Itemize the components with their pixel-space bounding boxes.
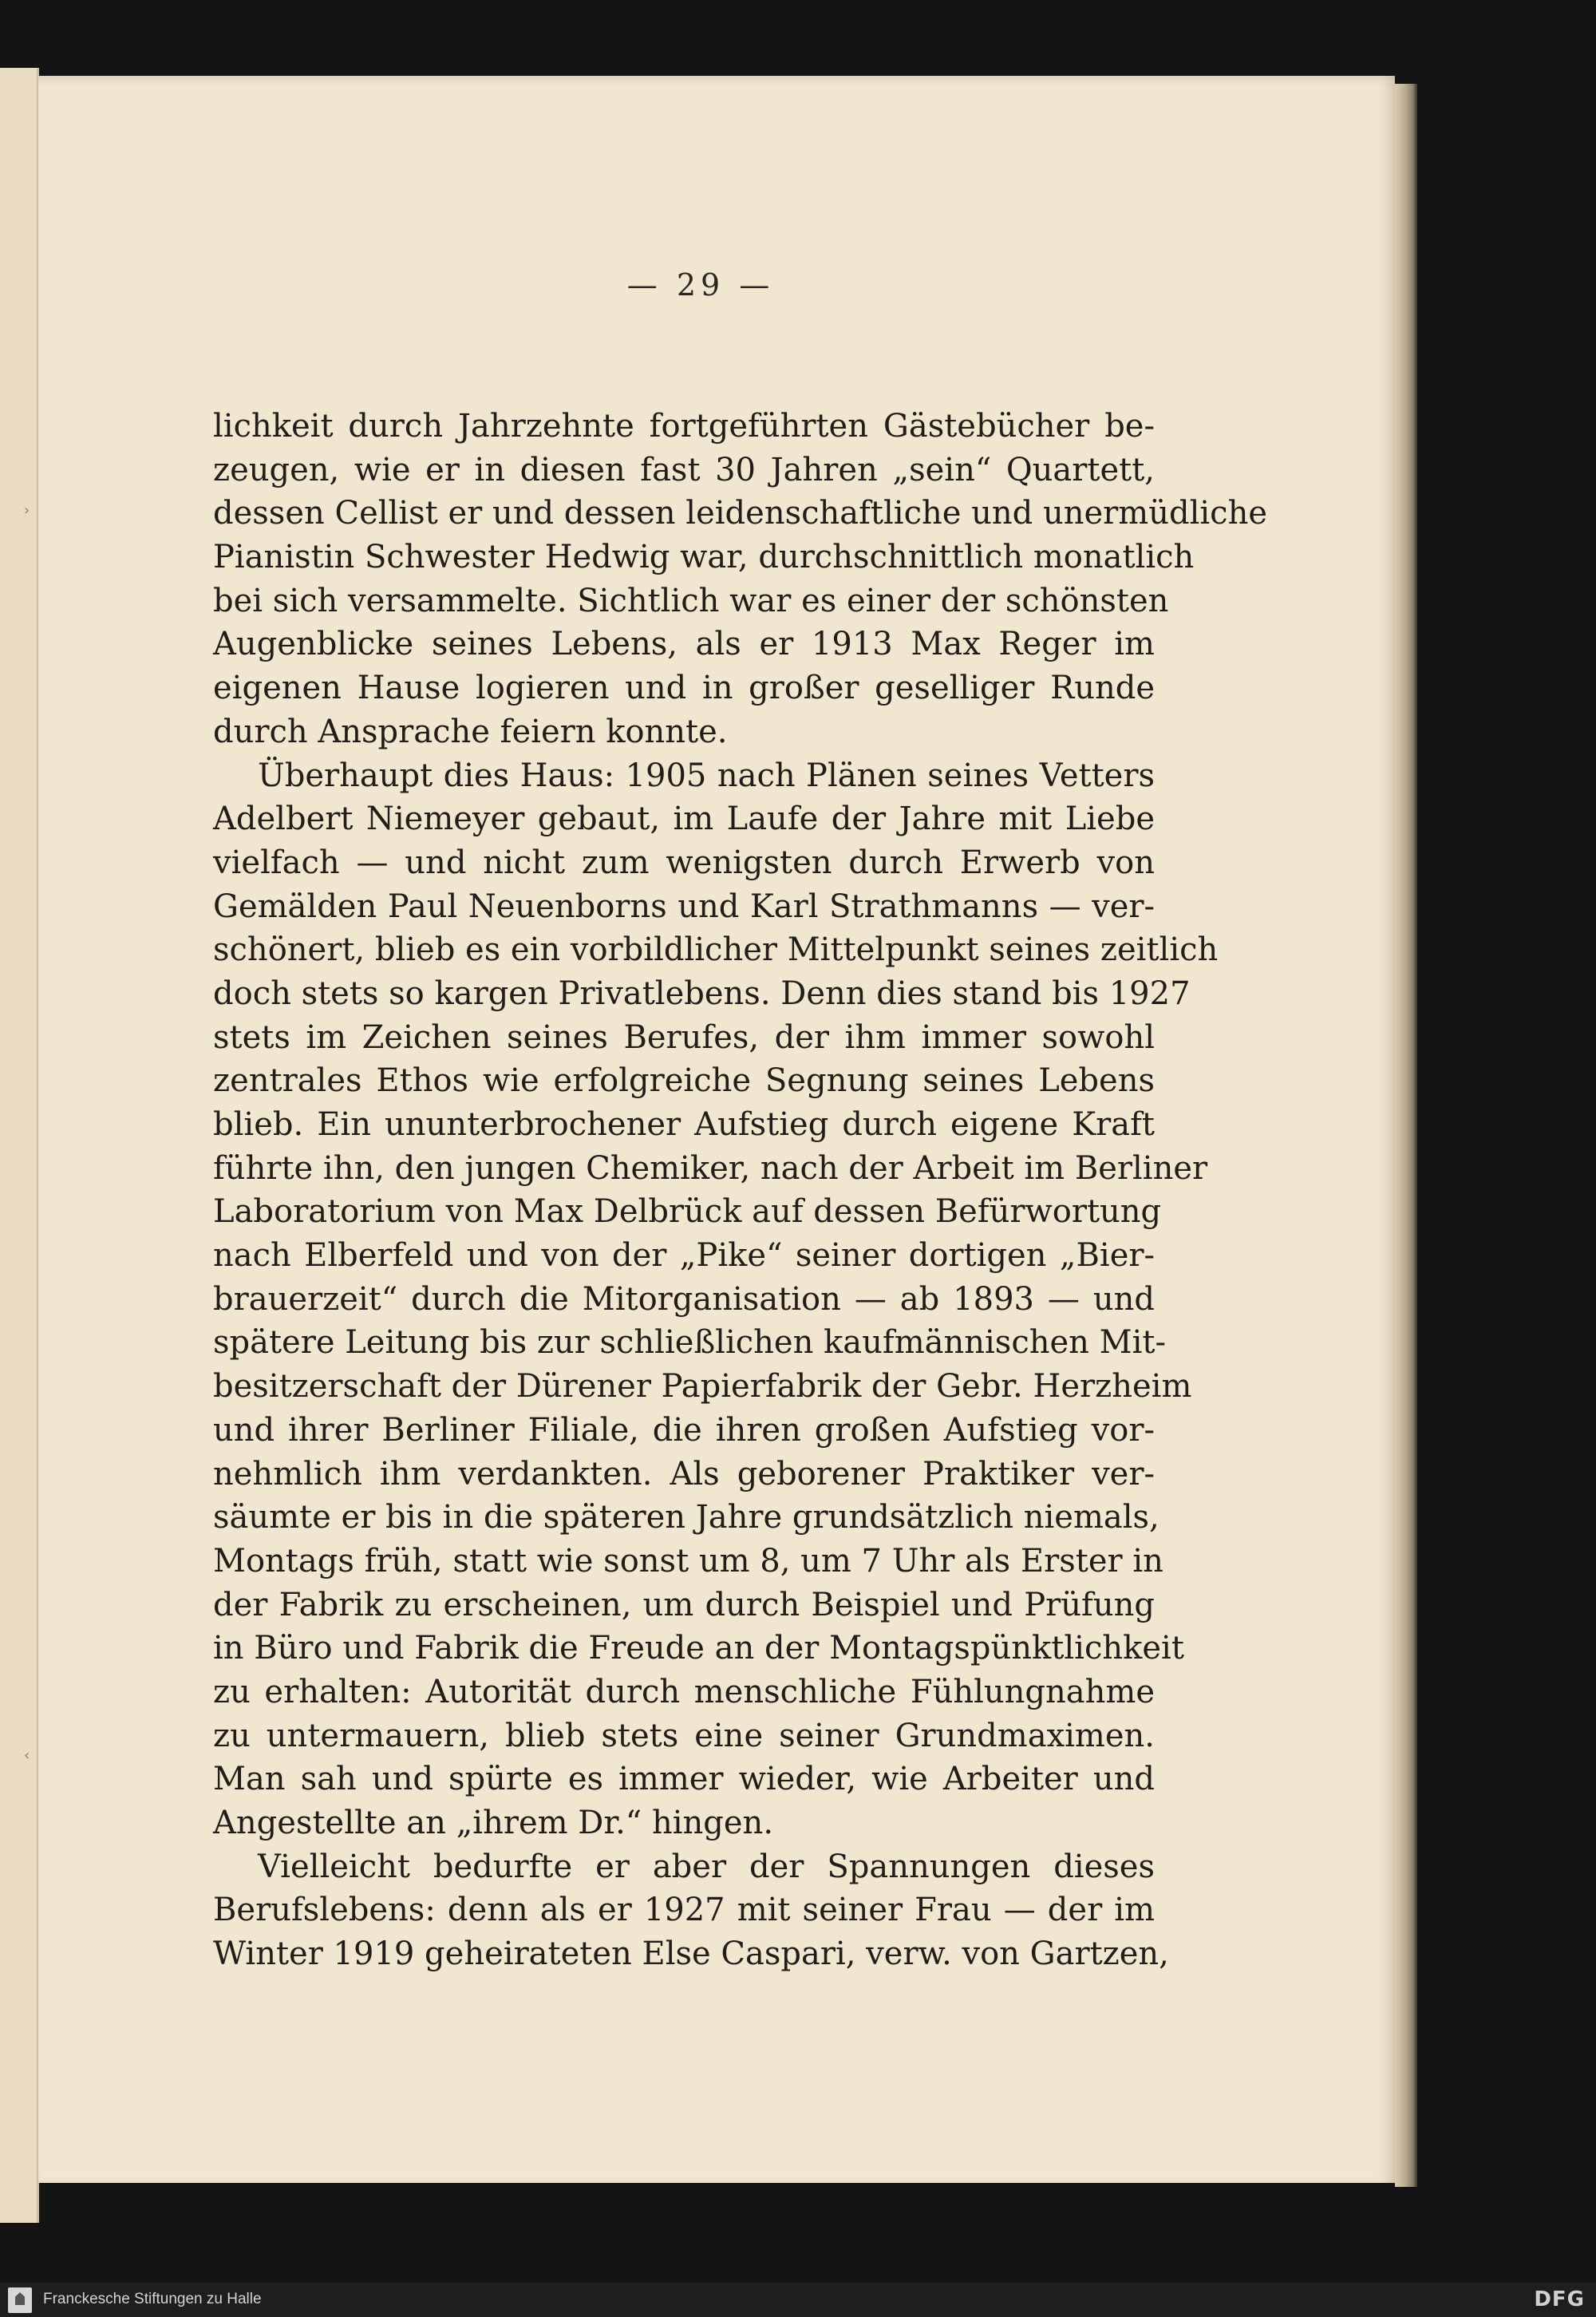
text-line: besitzerschaft der Dürener Papierfabrik der Gebr. Herzheim xyxy=(213,1368,1192,1406)
text-line: brauerzeit“ durch die Mitorganisation — ab 1893 — und xyxy=(213,1280,1155,1318)
text-line: nehmlich ihm verdankten. Als geborener Praktiker ver- xyxy=(213,1455,1155,1493)
text-line: Laboratorium von Max Delbrück auf dessen Befürwortung xyxy=(213,1193,1162,1231)
text-line: der Fabrik zu erscheinen, um durch Beispiel und Prüfung xyxy=(213,1586,1155,1623)
text-line: lichkeit durch Jahrzehnte fortgeführten Gästebücher be- xyxy=(213,408,1155,445)
text-line: Angestellte an „ihrem Dr.“ hingen. xyxy=(213,1805,774,1841)
footer-institution: Franckesche Stiftungen zu Halle xyxy=(43,2291,262,2307)
dfg-badge: DFG xyxy=(1534,2287,1585,2311)
text-line: und ihrer Berliner Filiale, die ihren großen Aufstieg vor- xyxy=(213,1411,1155,1449)
text-line: zu untermauern, blieb stets eine seiner Grundmaximen. xyxy=(213,1717,1155,1754)
text-line: zentrales Ethos wie erfolgreiche Segnung seines Lebens xyxy=(213,1062,1155,1100)
text-line: Montags früh, statt wie sonst um 8, um 7 Uhr als Erster in xyxy=(213,1542,1163,1580)
text-line: nach Elberfeld und von der „Pike“ seiner dortigen „Bier- xyxy=(213,1237,1155,1275)
text-line: blieb. Ein ununterbrochener Aufstieg durch eigene Kraft xyxy=(213,1106,1155,1143)
text-line: schönert, blieb es ein vorbildlicher Mittelpunkt seines zeitlich xyxy=(213,931,1219,969)
page-edge-shadow xyxy=(1395,84,1417,2187)
facing-page-edge xyxy=(0,68,39,2223)
text-line: Augenblicke seines Lebens, als er 1913 Max Reger im xyxy=(213,626,1155,663)
text-line: Gemälden Paul Neuenborns und Karl Strathmanns — ver- xyxy=(213,888,1155,925)
text-line: Adelbert Niemeyer gebaut, im Laufe der Jahre mit Liebe xyxy=(213,801,1155,838)
margin-mark: › xyxy=(24,502,30,519)
page-number: — 29 — xyxy=(626,267,775,302)
text-line: zeugen, wie er in diesen fast 30 Jahren „sein“ Quartett, xyxy=(213,451,1155,488)
book-page xyxy=(38,76,1395,2183)
text-line: eigenen Hause logieren und in großer geselliger Runde xyxy=(213,670,1155,707)
text-line: Überhaupt dies Haus: 1905 nach Plänen seines Vetters xyxy=(258,757,1155,794)
text-line: Man sah und spürte es immer wieder, wie Arbeiter und xyxy=(213,1761,1155,1798)
text-line: zu erhalten: Autorität durch menschliche Fühlungnahme xyxy=(213,1673,1155,1710)
franckesche-stiftungen-logo-icon xyxy=(8,2287,32,2313)
body-text xyxy=(213,405,1268,1976)
text-line: vielfach — und nicht zum wenigsten durch Erwerb von xyxy=(213,844,1155,881)
text-line: stets im Zeichen seines Berufes, der ihm immer sowohl xyxy=(213,1018,1155,1056)
text-line: Winter 1919 geheirateten Else Caspari, verw. von Gartzen, xyxy=(213,1935,1169,1973)
text-line: bei sich versammelte. Sichtlich war es einer der schönsten xyxy=(213,582,1169,619)
text-line: in Büro und Fabrik die Freude an der Montagspünktlichkeit xyxy=(213,1630,1184,1667)
text-line: Pianistin Schwester Hedwig war, durchschnittlich monatlich xyxy=(213,539,1195,576)
text-line: doch stets so kargen Privatlebens. Denn dies stand bis 1927 xyxy=(213,975,1191,1012)
text-line: spätere Leitung bis zur schließlichen kaufmännischen Mit- xyxy=(213,1324,1166,1362)
text-line: Vielleicht bedurfte er aber der Spannungen dieses xyxy=(258,1848,1155,1885)
margin-mark: ‹ xyxy=(24,1747,30,1764)
text-line: Berufslebens: denn als er 1927 mit seiner Frau — der im xyxy=(213,1892,1155,1929)
text-line: führte ihn, den jungen Chemiker, nach der Arbeit im Berliner xyxy=(213,1149,1208,1187)
text-line: durch Ansprache feiern konnte. xyxy=(213,713,728,750)
text-line: dessen Cellist er und dessen leidenschaftliche und unermüdliche xyxy=(213,495,1268,532)
text-line: säumte er bis in die späteren Jahre grundsätzlich niemals, xyxy=(213,1499,1159,1536)
footer-bar xyxy=(0,2283,1596,2317)
